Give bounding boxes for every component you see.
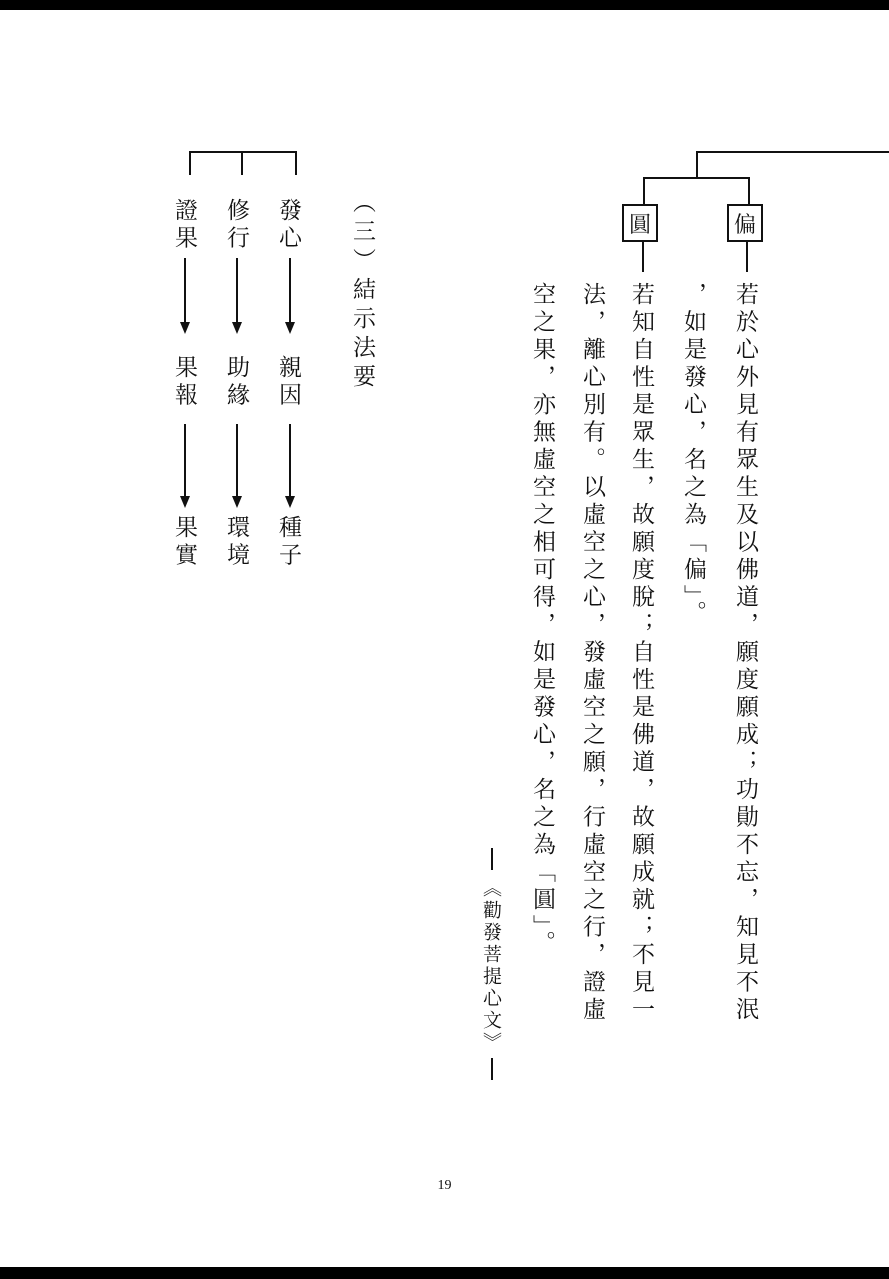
page-number: 19 <box>437 1178 452 1193</box>
bottom-border <box>0 1267 889 1279</box>
summary-arrow-1b <box>289 424 291 496</box>
summary-arrow-3b <box>184 424 186 496</box>
summary-start-1: 發心 <box>275 198 301 253</box>
summary-drop-2 <box>241 151 243 175</box>
bracket-stem <box>696 151 698 178</box>
summary-arrowhead-1a <box>285 322 295 334</box>
summary-mid-3: 果報 <box>171 355 197 410</box>
pian-connector <box>746 242 748 272</box>
summary-drop-3 <box>189 151 191 175</box>
summary-mid-1: 親因 <box>275 355 301 410</box>
summary-end-3: 果實 <box>171 515 197 570</box>
yuan-text-line-2: 法，離心別有。以虛空之心，發虛空之願，行虛空之行，證虛 <box>579 282 605 1025</box>
citation-dash-bottom <box>491 1058 493 1080</box>
yuan-connector <box>642 242 644 272</box>
summary-arrowhead-3b <box>180 496 190 508</box>
summary-arrow-2a <box>236 258 238 322</box>
yuan-text-line-1: 若知自性是眾生，故願度脫；自性是佛道，故願成就；不見一 <box>628 282 654 1025</box>
summary-mid-2: 助緣 <box>223 355 249 410</box>
bracket-drop-yuan <box>643 177 645 204</box>
pian-text-line-1: 若於心外見有眾生及以佛道，願度願成；功勛不忘，知見不泯 <box>732 282 758 1025</box>
summary-arrowhead-2b <box>232 496 242 508</box>
citation-dash-top <box>491 848 493 870</box>
summary-top-line <box>189 151 297 153</box>
summary-arrowhead-1b <box>285 496 295 508</box>
summary-arrow-2b <box>236 424 238 496</box>
summary-drop-1 <box>295 151 297 175</box>
yuan-text-line-3: 空之果，亦無虛空之相可得，如是發心，名之為「圓」。 <box>529 282 555 958</box>
summary-start-2: 修行 <box>223 198 249 253</box>
pian-box <box>727 204 763 242</box>
summary-start-3: 證果 <box>171 198 197 253</box>
bracket-drop-pian <box>748 177 750 204</box>
summary-arrow-1a <box>289 258 291 322</box>
citation-text: 《勸發菩提心文》 <box>480 878 502 1054</box>
pian-text-line-2: ，如是發心，名之為「偏」。 <box>680 282 706 628</box>
bracket-branch-line <box>643 177 750 179</box>
summary-arrowhead-3a <box>180 322 190 334</box>
yuan-label: 圓 <box>628 212 651 238</box>
pian-label: 偏 <box>733 212 756 238</box>
summary-arrowhead-2a <box>232 322 242 334</box>
top-border <box>0 0 889 10</box>
bracket-top-line <box>696 151 889 153</box>
summary-end-2: 環境 <box>223 515 249 570</box>
section-heading: （三）結示法要 <box>349 190 375 393</box>
summary-end-1: 種子 <box>275 515 301 570</box>
summary-arrow-3a <box>184 258 186 322</box>
yuan-box <box>622 204 658 242</box>
